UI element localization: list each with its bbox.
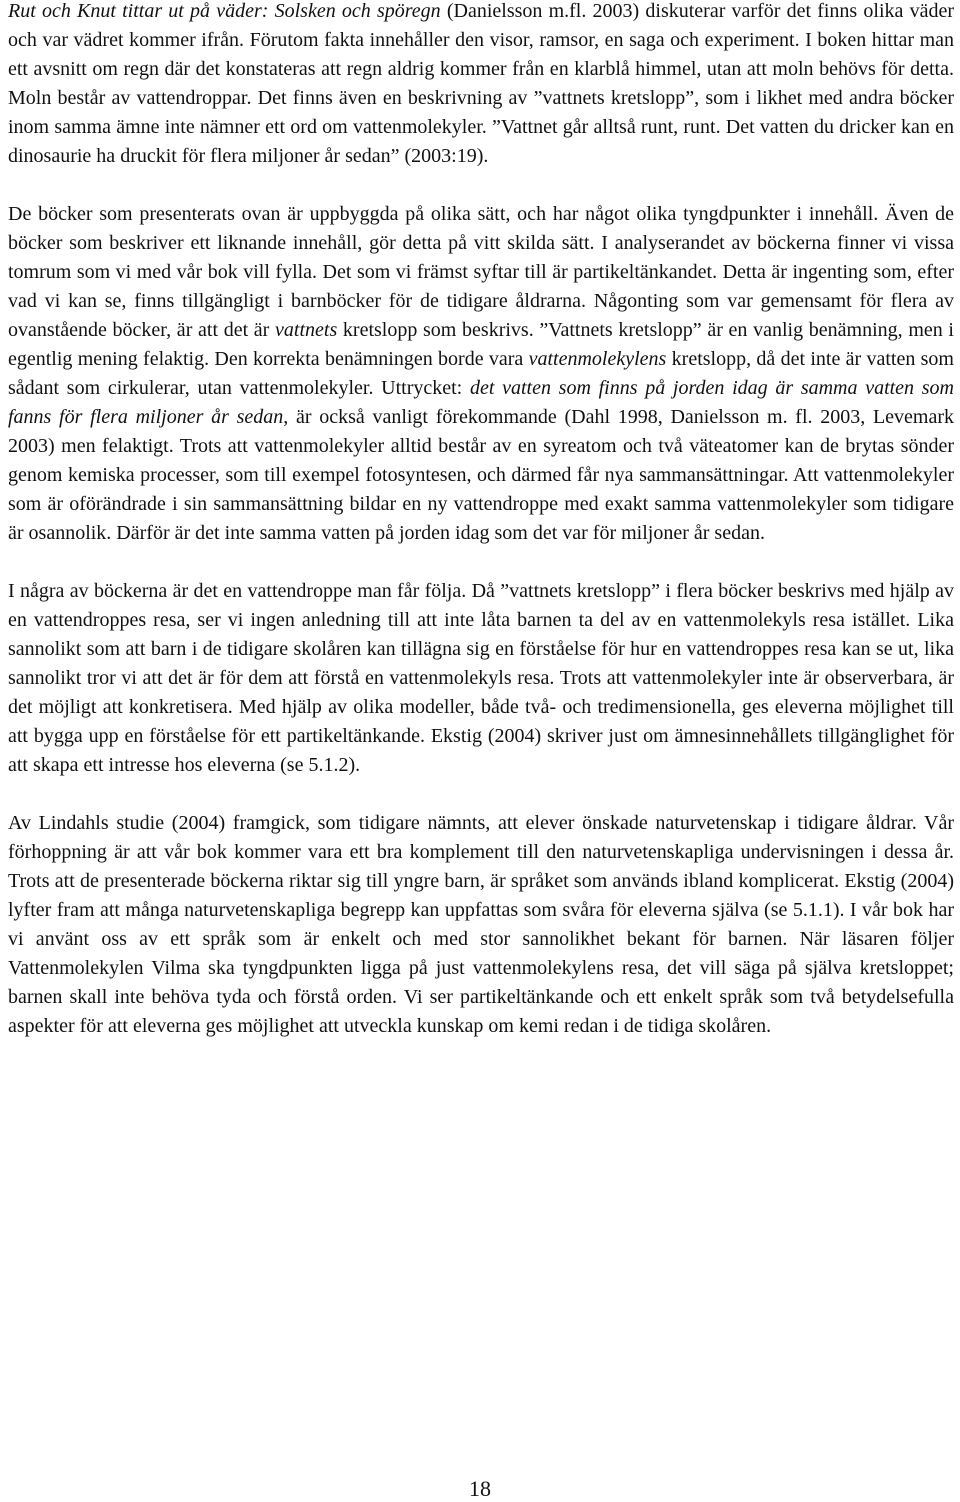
italic-term: vattnets xyxy=(275,319,338,341)
book-title-italic: Rut och Knut tittar ut på väder: Solsken och spöregn xyxy=(8,0,441,22)
paragraph-3 xyxy=(8,577,954,780)
text-run: I några av böckerna är det en vattendroppe man får följa. Då ”vattnets kretslopp” i flera böcker beskrivs med hjälp av en vattendroppes resa, ser vi ingen anledning till att inte låta barnen ta del av en vattenmolekyls resa istället. Lika sannolikt som att barn i de tidigare skolåren kan tillägna sig en förståelse för hur en vattendroppes resa kan se ut, lika sannolikt tror vi att det är för dem att förstå en vattenmolekyls resa. Trots att vattenmolekyler inte är observerbara, är det möjligt att konkretisera. Med hjälp av olika modeller, både två- och tredimensionella, ges eleverna möjlighet till att bygga upp en förståelse för ett partikeltänkande. Ekstig (2004) skriver just om ämnesinnehållets tillgänglighet för att skapa ett intresse hos eleverna (se 5.1.2). xyxy=(8,580,954,776)
paragraph-4 xyxy=(8,809,954,1041)
paragraph-2 xyxy=(8,200,954,548)
text-run: (Danielsson m.fl. 2003) diskuterar varför det finns olika väder och var vädret kommer ifrån. Förutom fakta innehåller den visor, ramsor, en saga och experiment. I boken hittar man ett avsnitt om regn där det konstateras att regn aldrig kommer från en klarblå himmel, utan att moln behövs för detta. Moln består av vattendroppar. Det finns även en beskrivning av ”vattnets kretslopp”, som i likhet med andra böcker inom samma ämne inte nämner ett ord om vattenmolekyler. ”Vattnet går alltså runt, runt. Det vatten du dricker kan en dinosaurie ha druckit för flera miljoner år sedan” (2003:19). xyxy=(8,0,954,167)
paragraph-gap xyxy=(8,171,954,200)
text-run: De böcker som presenterats ovan är uppbyggda på olika sätt, och har något olika tyngdpunkter i innehåll. Även de böcker som beskriver ett liknande innehåll, gör detta på vitt skilda sätt. I analyserandet av böckerna finner vi vissa tomrum som vi med vår bok vill fylla. Det som vi främst syftar till är partikeltänkandet. Detta är ingenting som, efter vad vi kan se, finns tillgängligt i barnböcker för de tidigare åldrarna. Någonting som var gemensamt för flera av ovanstående böcker, är att det är xyxy=(8,203,954,341)
page-number: 18 xyxy=(469,1476,491,1501)
italic-quote: det vatten som finns på jorden idag är samma vatten som fanns för flera miljoner år sedan xyxy=(8,377,954,428)
italic-term: vattenmolekylens xyxy=(528,348,667,370)
text-run: Av Lindahls studie (2004) framgick, som tidigare nämnts, att elever önskade naturvetenskap i tidigare åldrar. Vår förhoppning är att vår bok kommer vara ett bra komplement till den naturvetenskapliga undervisningen i dessa år. Trots att de presenterade böckerna riktar sig till yngre barn, är språket som används ibland komplicerat. Ekstig (2004) lyfter fram att många naturvetenskapliga begrepp kan uppfattas som svåra för eleverna själva (se 5.1.1). I vår bok har vi använt oss av ett språk som är enkelt och med stor sannolikhet bekant för barnen. När läsaren följer Vattenmolekylen Vilma ska tyngdpunkten ligga på just vattenmolekylens resa, det vill säga på själva kretsloppet; barnen skall inte behöva tyda och förstå orden. Vi ser partikeltänkande och ett enkelt språk som två betydelsefulla aspekter för att eleverna ges möjlighet att utveckla kunskap om kemi redan i de tidiga skolåren. xyxy=(8,812,954,1037)
paragraph-1 xyxy=(8,0,954,171)
paragraph-gap xyxy=(8,548,954,577)
text-run: kretslopp som beskrivs. ”Vattnets kretslopp” är en vanlig benämning, men i egentlig mening felaktig. Den korrekta benämningen borde vara xyxy=(8,319,954,370)
text-run: kretslopp, då det inte är vatten som sådant som cirkulerar, utan vattenmolekyler. Uttrycket: xyxy=(8,348,954,399)
text-run: , är också vanligt förekommande (Dahl 1998, Danielsson m. fl. 2003, Levemark 2003) men felaktigt. Trots att vattenmolekyler alltid består av en syreatom och två väteatomer kan de brytas sönder genom kemiska processer, som till exempel fotosyntesen, och därmed får nya sammansättningar. Att vattenmolekyler som är oförändrade i sin sammansättning bildar en ny vattendroppe med exakt samma vattenmolekyler som tidigare är osannolik. Därför är det inte samma vatten på jorden idag som det var för miljoner år sedan. xyxy=(8,406,955,544)
paragraph-gap xyxy=(8,780,954,809)
document-page xyxy=(8,0,954,1041)
